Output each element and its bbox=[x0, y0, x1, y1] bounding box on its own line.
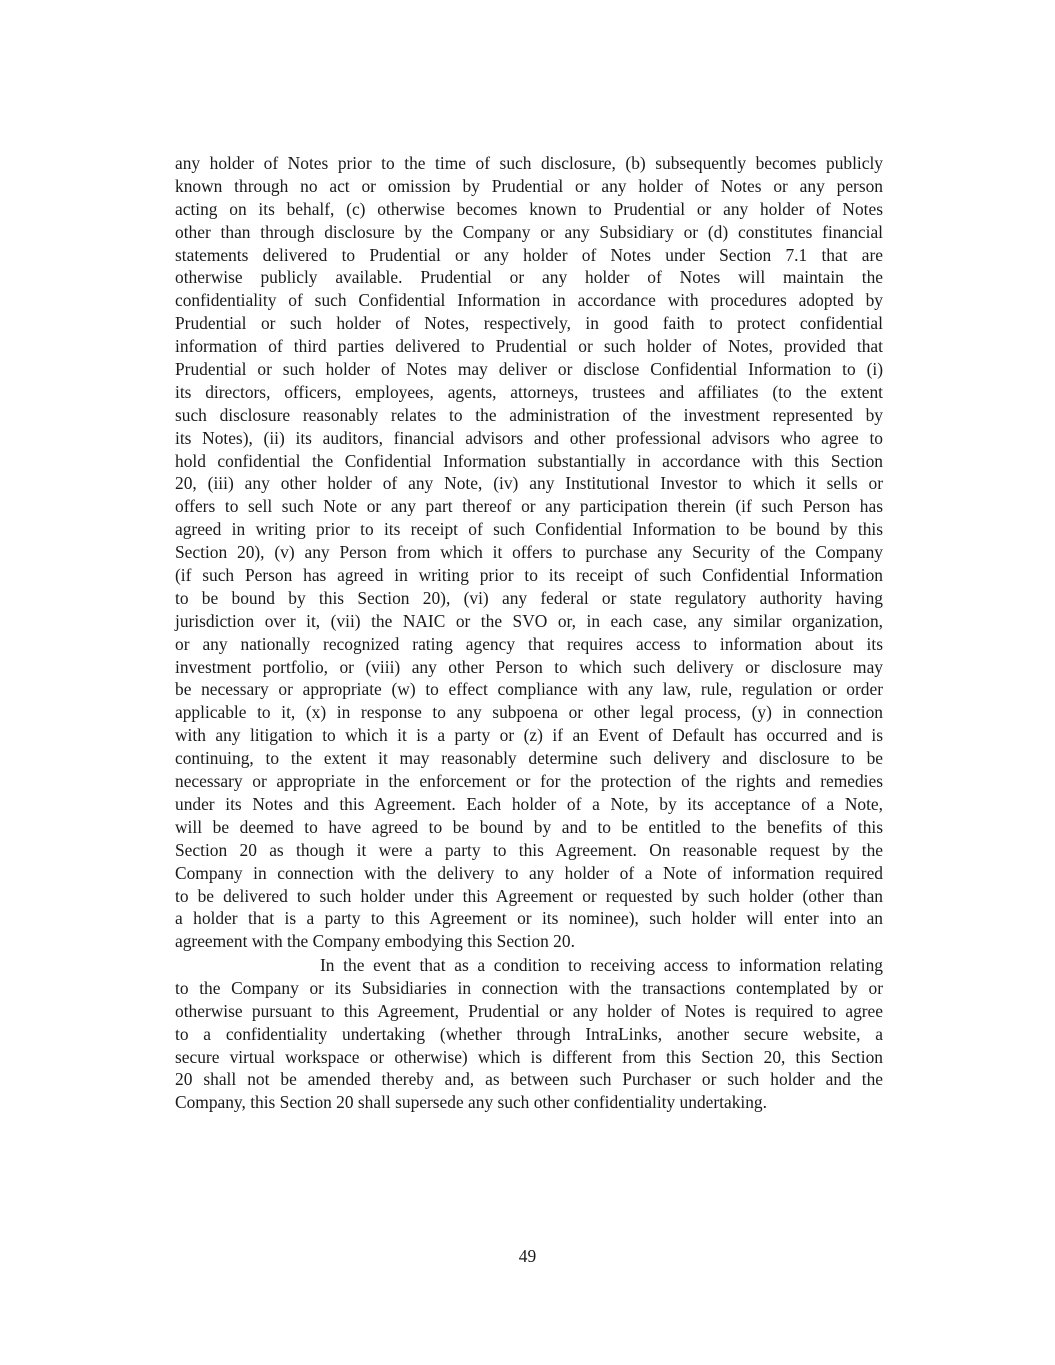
text-line: agreed in writing prior to its receipt of such Confidential Information to be bound by this bbox=[175, 519, 883, 540]
text-line: 20 shall not be amended thereby and, as between such Purchaser or such holder and the bbox=[175, 1069, 883, 1090]
text-line: hold confidential the Confidential Information substantially in accordance with this Section bbox=[175, 450, 883, 471]
text-line: agreement with the Company embodying this Section 20. bbox=[175, 931, 575, 952]
text-line: statements delivered to Prudential or any holder of Notes under Section 7.1 that are bbox=[175, 244, 883, 265]
text-line: Section 20 as though it were a party to this Agreement. On reasonable request by the bbox=[175, 839, 883, 860]
text-line: necessary or appropriate in the enforcement or for the protection of the rights and remedies bbox=[175, 771, 883, 792]
text-line: Company, this Section 20 shall supersede any such other confidentiality undertaking. bbox=[175, 1092, 767, 1113]
text-line: to be delivered to such holder under this Agreement or requested by such holder (other than bbox=[175, 885, 883, 906]
text-line: such disclosure reasonably relates to the administration of the investment represented by bbox=[175, 404, 883, 425]
text-line: continuing, to the extent it may reasonably determine such delivery and disclosure to be bbox=[175, 748, 883, 769]
text-line: be necessary or appropriate (w) to effect compliance with any law, rule, regulation or order bbox=[175, 679, 883, 700]
text-line: In the event that as a condition to receiving access to information relating bbox=[320, 955, 883, 975]
text-line: Prudential or such holder of Notes may deliver or disclose Confidential Information to (i) bbox=[175, 359, 883, 380]
text-line: will be deemed to have agreed to be bound by and to be entitled to the benefits of this bbox=[175, 816, 883, 837]
text-line: or any nationally recognized rating agency that requires access to information about its bbox=[175, 633, 883, 654]
text-line: offers to sell such Note or any part thereof or any participation therein (if such Person has bbox=[175, 496, 883, 517]
text-line: investment portfolio, or (viii) any other Person to which such delivery or disclosure may bbox=[175, 656, 883, 677]
text-line: a holder that is a party to this Agreement or its nominee), such holder will enter into an bbox=[175, 908, 883, 929]
paragraph-confidentiality-disclosure bbox=[175, 152, 883, 953]
text-line: 20, (iii) any other holder of any Note, (iv) any Institutional Investor to which it sells or bbox=[175, 473, 883, 494]
text-line: applicable to it, (x) in response to any subpoena or other legal process, (y) in connection bbox=[175, 702, 883, 723]
text-line: known through no act or omission by Prudential or any holder of Notes or any person bbox=[175, 175, 883, 196]
text-line: otherwise publicly available. Prudential or any holder of Notes will maintain the bbox=[175, 267, 883, 288]
text-line: any holder of Notes prior to the time of such disclosure, (b) subsequently becomes publicly bbox=[175, 153, 883, 173]
text-line: to the Company or its Subsidiaries in connection with the transactions contemplated by or bbox=[175, 977, 883, 998]
text-line: its Notes), (ii) its auditors, financial advisors and other professional advisors who agree to bbox=[175, 427, 883, 448]
text-line: to be bound by this Section 20), (vi) any federal or state regulatory authority having bbox=[175, 587, 883, 608]
text-line: Prudential or such holder of Notes, respectively, in good faith to protect confidential bbox=[175, 313, 883, 334]
text-line: other than through disclosure by the Company or any Subsidiary or (d) constitutes financial bbox=[175, 221, 883, 242]
text-line: to a confidentiality undertaking (whether through IntraLinks, another secure website, a bbox=[175, 1023, 883, 1044]
text-line: Section 20), (v) any Person from which it offers to purchase any Security of the Company bbox=[175, 542, 883, 563]
text-line: acting on its behalf, (c) otherwise becomes known to Prudential or any holder of Notes bbox=[175, 198, 883, 219]
text-line: (if such Person has agreed in writing prior to its receipt of such Confidential Information bbox=[175, 565, 883, 586]
page-number: 49 bbox=[518, 1246, 537, 1266]
paragraph-confidentiality-undertaking bbox=[175, 954, 883, 1114]
text-line: secure virtual workspace or otherwise) which is different from this Section 20, this Section bbox=[175, 1046, 883, 1067]
text-line: under its Notes and this Agreement. Each holder of a Note, by its acceptance of a Note, bbox=[175, 793, 883, 814]
text-line: confidentiality of such Confidential Information in accordance with procedures adopted by bbox=[175, 290, 883, 311]
text-line: Company in connection with the delivery to any holder of a Note of information required bbox=[175, 862, 883, 883]
text-line: its directors, officers, employees, agents, attorneys, trustees and affiliates (to the extent bbox=[175, 381, 883, 402]
text-line: jurisdiction over it, (vii) the NAIC or the SVO or, in each case, any similar organization, bbox=[175, 610, 883, 631]
text-line: information of third parties delivered to Prudential or such holder of Notes, provided that bbox=[175, 336, 883, 357]
text-line: otherwise pursuant to this Agreement, Prudential or any holder of Notes is required to agree bbox=[175, 1000, 883, 1021]
text-line: with any litigation to which it is a party or (z) if an Event of Default has occurred and is bbox=[175, 725, 883, 746]
